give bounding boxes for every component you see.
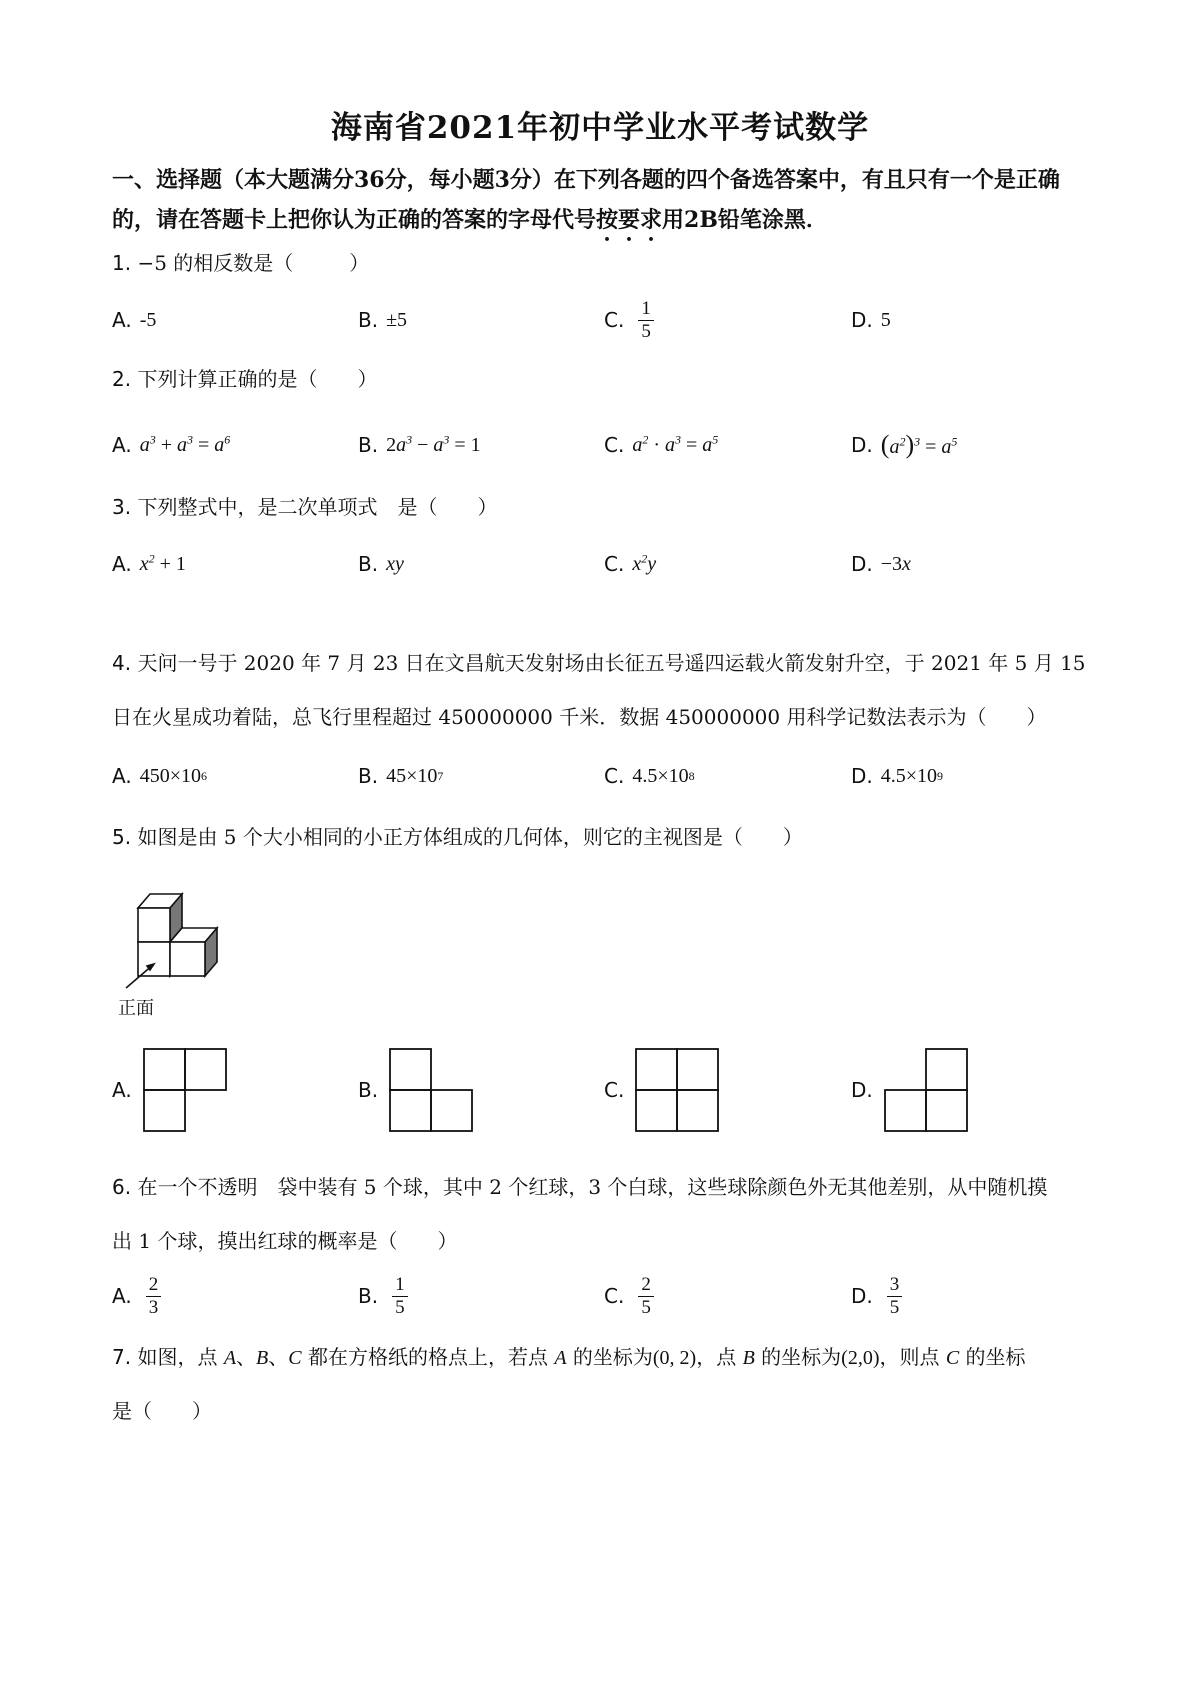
point-label: B xyxy=(742,1347,755,1369)
option-letter: C. xyxy=(604,552,625,576)
denominator: 5 xyxy=(889,1296,900,1318)
option-a[interactable] xyxy=(112,290,156,350)
option-a[interactable] xyxy=(112,415,230,475)
section-tail: 用2B铅笔涂黑． xyxy=(662,207,828,233)
option-letter: B. xyxy=(358,1078,379,1102)
coordinate: (2,0) xyxy=(841,1347,880,1369)
option-b[interactable] xyxy=(358,290,407,350)
view-diagram-b xyxy=(386,1045,476,1135)
view-diagram-a xyxy=(140,1045,230,1135)
section-instructions xyxy=(112,160,1102,246)
question-text: 下列整式中，是二次单项式 是（ ） xyxy=(137,495,498,519)
point-label: A xyxy=(554,1347,567,1369)
denominator: 5 xyxy=(641,1296,651,1318)
question-text-line1: 天问一号于 2020 年 7 月 23 日在文昌航天发射场由长征五号遥四运载火箭发射升空，于 2021 年 5 月 15 xyxy=(137,651,1086,675)
option-d[interactable] xyxy=(851,290,891,350)
view-diagram-c xyxy=(632,1045,722,1135)
option-value: 4.5×10 xyxy=(880,764,938,787)
option-letter: D. xyxy=(851,1078,873,1102)
numerator: 3 xyxy=(887,1274,903,1297)
option-value: 5 xyxy=(880,308,891,331)
fraction xyxy=(392,1274,408,1319)
option-c[interactable] xyxy=(604,290,654,350)
math-expression: $a^3 + a^3 = a^6$ xyxy=(139,431,231,456)
options-q4 xyxy=(112,746,1102,806)
question-text: 的坐标为 xyxy=(754,1345,842,1369)
fraction xyxy=(638,298,654,343)
option-letter: C. xyxy=(604,433,625,457)
option-c[interactable] xyxy=(604,415,718,475)
option-d[interactable]: D. 4.5×10 9 xyxy=(851,764,944,788)
question-text: 的坐标 xyxy=(959,1345,1026,1369)
option-letter: B. xyxy=(358,552,379,576)
question-text: 、 xyxy=(236,1345,257,1369)
question-text-line2: 出 1 个球，摸出红球的概率是（ ） xyxy=(112,1229,458,1253)
fraction xyxy=(146,1274,162,1319)
math-expression: $x^2y$ xyxy=(632,550,657,575)
option-letter: A. xyxy=(112,433,132,457)
option-letter: B. xyxy=(358,308,379,332)
option-letter: B. xyxy=(358,433,379,457)
question-text: ，则点 xyxy=(879,1345,946,1369)
question-number: 5. xyxy=(112,825,132,849)
section-emphasis: 按要求 xyxy=(596,207,663,233)
question-number: 1. xyxy=(112,251,132,275)
option-letter: C. xyxy=(604,1078,625,1102)
fraction xyxy=(887,1274,903,1319)
question-1 xyxy=(112,236,1102,290)
question-number: 7. xyxy=(112,1345,132,1369)
option-letter: A. xyxy=(112,552,132,576)
math-expression: $a^2 \cdot a^3 = a^5$ xyxy=(632,431,719,456)
option-a[interactable] xyxy=(112,1266,161,1326)
options-q1 xyxy=(112,290,1102,350)
question-2 xyxy=(112,352,1102,406)
math-expression: $x^2 + 1$ xyxy=(139,550,186,575)
option-d[interactable] xyxy=(851,534,911,594)
question-4-cont xyxy=(112,690,1102,744)
math-expression: $2a^3 - a^3 = 1$ xyxy=(386,431,481,456)
option-letter: A. xyxy=(112,1078,132,1102)
numerator: 2 xyxy=(638,1274,654,1297)
option-letter: D. xyxy=(851,308,873,332)
option-d[interactable] xyxy=(851,1266,902,1326)
option-c[interactable]: C. 4.5×10 8 xyxy=(604,764,695,788)
question-text: 如图是由 5 个大小相同的小正方体组成的几何体，则它的主视图是（ ） xyxy=(137,825,803,849)
page-title: 海南省2021年初中学业水平考试数学 xyxy=(330,110,870,146)
denominator: 5 xyxy=(395,1296,405,1318)
view-diagram-d xyxy=(881,1045,971,1135)
option-a[interactable]: A. 450×10 6 xyxy=(112,764,207,788)
option-letter: C. xyxy=(604,1284,625,1308)
point-label: B xyxy=(256,1347,269,1369)
option-letter: D. xyxy=(851,433,873,457)
option-d[interactable] xyxy=(851,1040,971,1140)
question-text: 下列计算正确的是（ ） xyxy=(137,367,378,391)
question-7 xyxy=(112,1330,1102,1385)
question-number: 6. xyxy=(112,1175,132,1199)
denominator: 5 xyxy=(641,320,651,342)
question-5 xyxy=(112,810,1102,864)
option-c[interactable] xyxy=(604,534,656,594)
question-3 xyxy=(112,480,1102,534)
option-letter: B. xyxy=(358,1284,379,1308)
point-label: C xyxy=(945,1347,960,1369)
question-text: −5 的相反数是（ xyxy=(137,251,294,275)
question-text-end: ） xyxy=(349,251,370,275)
question-6-cont xyxy=(112,1214,1102,1268)
question-number: 3. xyxy=(112,495,132,519)
option-a[interactable] xyxy=(112,534,186,594)
option-b[interactable] xyxy=(358,1040,476,1140)
option-letter: B. xyxy=(358,764,379,788)
option-letter: C. xyxy=(604,308,625,332)
question-number: 4. xyxy=(112,651,132,675)
section-head: 一、选择题（本大题满分36分，每小题3分）在下列各题的四个备选答案中，有且只有一个是正确的，请在答题卡上把你认为正确的答案的字母代号 xyxy=(112,167,1060,233)
options-q5 xyxy=(112,1040,1102,1140)
math-expression: xy xyxy=(386,552,404,575)
question-text: 的坐标为 xyxy=(566,1345,653,1369)
option-d[interactable] xyxy=(851,415,957,475)
option-b[interactable]: B. 45×10 7 xyxy=(358,764,444,788)
option-value: ±5 xyxy=(386,308,408,331)
option-letter: D. xyxy=(851,764,873,788)
option-letter: A. xyxy=(112,764,132,788)
option-b[interactable] xyxy=(358,534,404,594)
option-letter: D. xyxy=(851,552,873,576)
option-letter: C. xyxy=(604,764,625,788)
question-text-line2: 日在火星成功着陆，总飞行里程超过 450000000 千米．数据 450000000 用科学记数法表示为（ ） xyxy=(112,705,1047,729)
options-q3 xyxy=(112,534,1102,594)
options-q6 xyxy=(112,1266,1102,1326)
math-expression: $(a^2)^3 = a^5$ xyxy=(880,430,958,459)
numerator: 1 xyxy=(638,298,654,321)
option-letter: A. xyxy=(112,1284,132,1308)
question-text: 都在方格纸的格点上，若点 xyxy=(301,1345,555,1369)
option-value: -5 xyxy=(139,308,157,331)
question-text-line1: 在一个不透明 袋中装有 5 个球，其中 2 个红球，3 个白球，这些球除颜色外无其他差别，从中随机摸 xyxy=(137,1175,1048,1199)
question-text: 、 xyxy=(268,1345,289,1369)
question-4 xyxy=(112,636,1102,690)
question-number: 2. xyxy=(112,367,132,391)
question-text: ，点 xyxy=(696,1345,743,1369)
option-value: 45×10 xyxy=(386,764,438,787)
front-label: 正面 xyxy=(118,998,154,1019)
option-b[interactable] xyxy=(358,1266,408,1326)
option-letter: A. xyxy=(112,308,132,332)
option-value: 4.5×10 xyxy=(632,764,689,787)
options-q2 xyxy=(112,415,1102,475)
denominator: 3 xyxy=(148,1296,159,1318)
question-6 xyxy=(112,1160,1102,1214)
option-letter: D. xyxy=(851,1284,873,1308)
option-c[interactable] xyxy=(604,1266,654,1326)
numerator: 2 xyxy=(146,1274,162,1297)
math-expression: −3x xyxy=(880,552,911,575)
question-text: 如图，点 xyxy=(137,1345,224,1369)
option-a[interactable] xyxy=(112,1040,230,1140)
question-7-cont xyxy=(112,1384,1102,1438)
option-c[interactable] xyxy=(604,1040,722,1140)
point-label: A xyxy=(223,1347,237,1369)
option-b[interactable] xyxy=(358,415,481,475)
question-text-line2: 是（ ） xyxy=(112,1399,212,1423)
coordinate: (0, 2) xyxy=(652,1347,697,1369)
fraction xyxy=(638,1274,654,1319)
numerator: 1 xyxy=(392,1274,408,1297)
point-label: C xyxy=(288,1347,302,1369)
option-value: 450×10 xyxy=(139,764,201,787)
